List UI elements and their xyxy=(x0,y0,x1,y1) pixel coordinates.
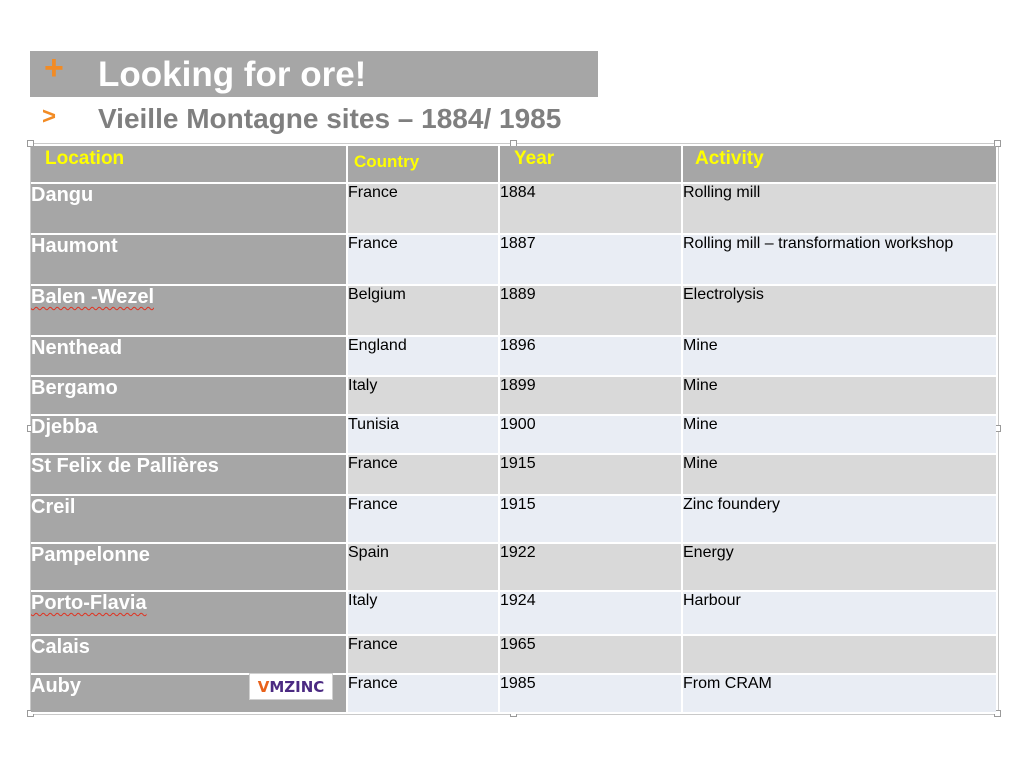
year-cell: 1965 xyxy=(500,636,683,675)
table-row xyxy=(31,636,996,675)
sites-table xyxy=(31,146,996,714)
activity-cell: Rolling mill – transformation workshop xyxy=(683,235,996,286)
location-cell: Auby xyxy=(31,675,348,714)
year-cell: 1896 xyxy=(500,337,683,377)
table-row xyxy=(31,184,996,235)
year-cell: 1915 xyxy=(500,455,683,496)
year-cell: 1924 xyxy=(500,592,683,636)
header-year: Year xyxy=(500,146,683,184)
country-cell: Spain xyxy=(348,544,500,592)
activity-cell: Rolling mill xyxy=(683,184,996,235)
header-country: Country xyxy=(348,146,500,184)
header-location: Location xyxy=(31,146,348,184)
activity-cell: Mine xyxy=(683,455,996,496)
country-cell: England xyxy=(348,337,500,377)
activity-cell: Mine xyxy=(683,337,996,377)
activity-cell: Harbour xyxy=(683,592,996,636)
year-cell: 1915 xyxy=(500,496,683,544)
year-cell: 1884 xyxy=(500,184,683,235)
location-cell: Bergamo xyxy=(31,377,348,416)
country-cell: France xyxy=(348,235,500,286)
activity-cell: Zinc foundery xyxy=(683,496,996,544)
location-cell: Nenthead xyxy=(31,337,348,377)
country-cell: France xyxy=(348,184,500,235)
header-activity: Activity xyxy=(683,146,996,184)
table-header-row xyxy=(31,146,996,184)
location-cell xyxy=(31,592,348,636)
year-cell: 1887 xyxy=(500,235,683,286)
year-cell: 1900 xyxy=(500,416,683,455)
country-cell: Italy xyxy=(348,592,500,636)
table-row xyxy=(31,455,996,496)
table-row xyxy=(31,235,996,286)
spellcheck-underlined-text: Porto-Flavia xyxy=(31,592,147,614)
location-cell: Pampelonne xyxy=(31,544,348,592)
country-cell: Tunisia xyxy=(348,416,500,455)
vmzinc-logo: V MZINC xyxy=(249,673,333,700)
spellcheck-underlined-text: Balen -Wezel xyxy=(31,286,154,308)
table-row xyxy=(31,416,996,455)
location-cell: Djebba xyxy=(31,416,348,455)
year-cell: 1922 xyxy=(500,544,683,592)
slide-title: Looking for ore! xyxy=(98,55,367,94)
country-cell: Italy xyxy=(348,377,500,416)
country-cell: France xyxy=(348,675,500,714)
chevron-bullet-icon: > xyxy=(42,103,57,130)
country-cell: France xyxy=(348,455,500,496)
activity-cell: Energy xyxy=(683,544,996,592)
year-cell: 1985 xyxy=(500,675,683,714)
slide-subtitle: Vieille Montagne sites – 1884/ 1985 xyxy=(98,103,562,134)
table-row xyxy=(31,337,996,377)
plus-bullet-icon: + xyxy=(44,49,64,87)
year-cell: 1899 xyxy=(500,377,683,416)
table-row xyxy=(31,286,996,337)
activity-cell xyxy=(683,636,996,675)
table-row xyxy=(31,377,996,416)
location-cell: St Felix de Pallières xyxy=(31,455,348,496)
table-row xyxy=(31,675,996,714)
activity-cell: Electrolysis xyxy=(683,286,996,337)
table-row xyxy=(31,496,996,544)
location-cell xyxy=(31,286,348,337)
activity-cell: Mine xyxy=(683,416,996,455)
location-cell: Calais xyxy=(31,636,348,675)
activity-cell: Mine xyxy=(683,377,996,416)
year-cell: 1889 xyxy=(500,286,683,337)
location-cell: Haumont xyxy=(31,235,348,286)
country-cell: France xyxy=(348,636,500,675)
table-row xyxy=(31,592,996,636)
location-cell: Dangu xyxy=(31,184,348,235)
location-cell: Creil xyxy=(31,496,348,544)
country-cell: France xyxy=(348,496,500,544)
table-row xyxy=(31,544,996,592)
country-cell: Belgium xyxy=(348,286,500,337)
activity-cell: From CRAM xyxy=(683,675,996,714)
